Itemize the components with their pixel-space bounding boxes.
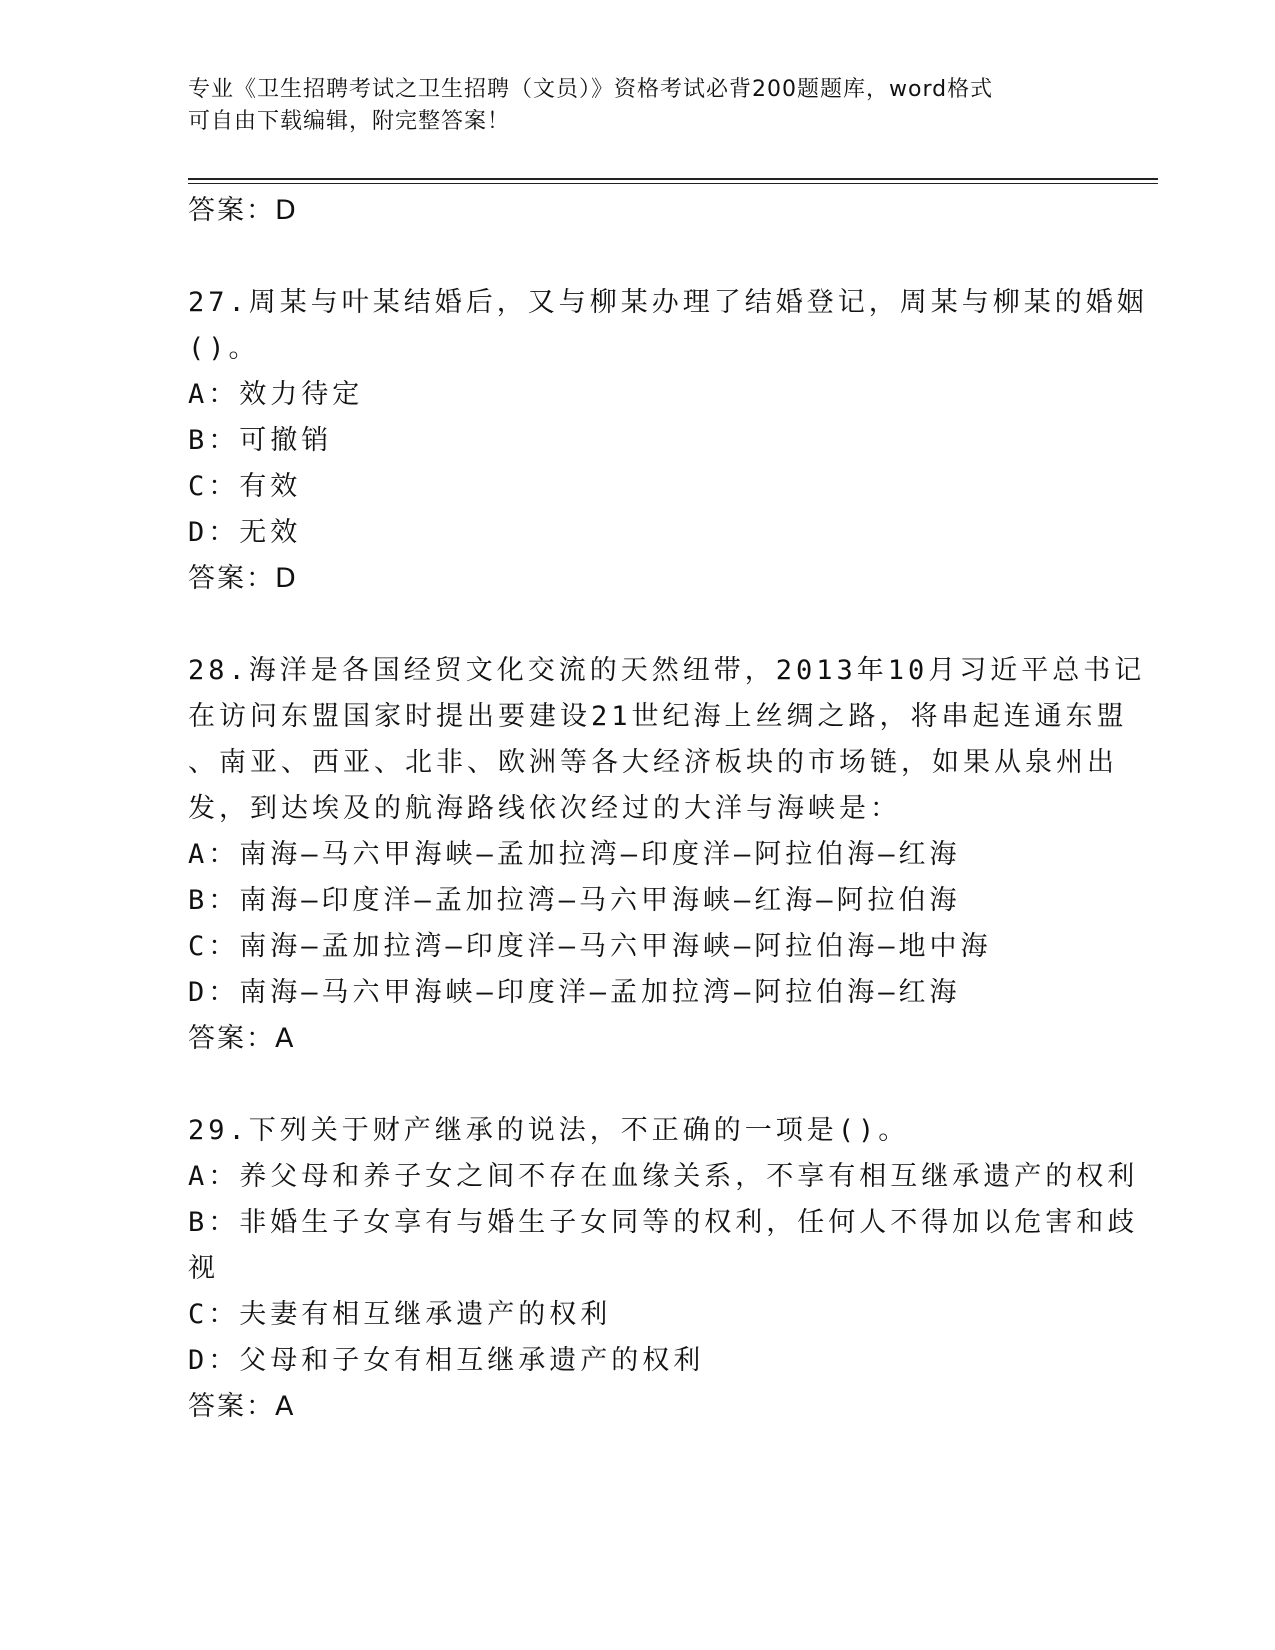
- header-line-2: 可自由下载编辑，附完整答案！: [188, 109, 511, 134]
- option-d: D：父母和子女有相互继承遗产的权利: [188, 1345, 705, 1376]
- option-a: A：效力待定: [188, 379, 364, 410]
- option-c: C：有效: [188, 471, 302, 502]
- previous-answer: 答案：D: [188, 195, 298, 226]
- spacer: [188, 234, 1088, 280]
- spacer: [188, 1062, 1088, 1108]
- question-content: [188, 188, 1148, 1430]
- option-b-continued: 视: [188, 1253, 219, 1284]
- option-b: B：非婚生子女享有与婚生子女同等的权利，任何人不得加以危害和歧: [188, 1207, 1139, 1238]
- question-stem-line: 在访问东盟国家时提出要建设21世纪海上丝绸之路，将串起连通东盟: [188, 701, 1128, 732]
- option-c: C：夫妻有相互继承遗产的权利: [188, 1299, 612, 1330]
- answer-label: 答案：D: [188, 563, 298, 594]
- option-a: A：养父母和养子女之间不存在血缘关系，不享有相互继承遗产的权利: [188, 1161, 1139, 1192]
- question-stem-line: ()。: [188, 333, 260, 364]
- question-stem-line: 发，到达埃及的航海路线依次经过的大洋与海峡是：: [188, 793, 901, 824]
- option-c: C：南海—孟加拉湾—印度洋—马六甲海峡—阿拉伯海—地中海: [188, 931, 992, 962]
- option-a: A：南海—马六甲海峡—孟加拉湾—印度洋—阿拉伯海—红海: [188, 839, 961, 870]
- question-29: [188, 1108, 1139, 1430]
- question-stem-line: 27.周某与叶某结婚后，又与柳某办理了结婚登记，周某与柳某的婚姻: [188, 287, 1148, 318]
- question-stem-line: 28.海洋是各国经贸文化交流的天然纽带，2013年10月习近平总书记: [188, 655, 1146, 686]
- spacer: [188, 602, 1088, 648]
- option-d: D：南海—马六甲海峡—印度洋—孟加拉湾—阿拉伯海—红海: [188, 977, 961, 1008]
- question-stem-line: 、南亚、西亚、北非、欧洲等各大经济板块的市场链，如果从泉州出: [188, 747, 1118, 778]
- answer-label: 答案：A: [188, 1023, 296, 1054]
- header-line-1: 专业《卫生招聘考试之卫生招聘（文员）》资格考试必背200题题库，word格式: [188, 77, 994, 102]
- option-b: B：南海—印度洋—孟加拉湾—马六甲海峡—红海—阿拉伯海: [188, 885, 961, 916]
- header-rule-thin: [188, 183, 1158, 184]
- option-d: D：无效: [188, 517, 302, 548]
- answer-label: 答案：A: [188, 1391, 296, 1422]
- document-header: [188, 74, 1068, 138]
- question-stem-line: 29.下列关于财产继承的说法，不正确的一项是()。: [188, 1115, 910, 1146]
- question-27: [188, 280, 1148, 602]
- question-28: [188, 648, 1146, 1062]
- option-b: B：可撤销: [188, 425, 333, 456]
- header-rule-thick: [188, 178, 1158, 180]
